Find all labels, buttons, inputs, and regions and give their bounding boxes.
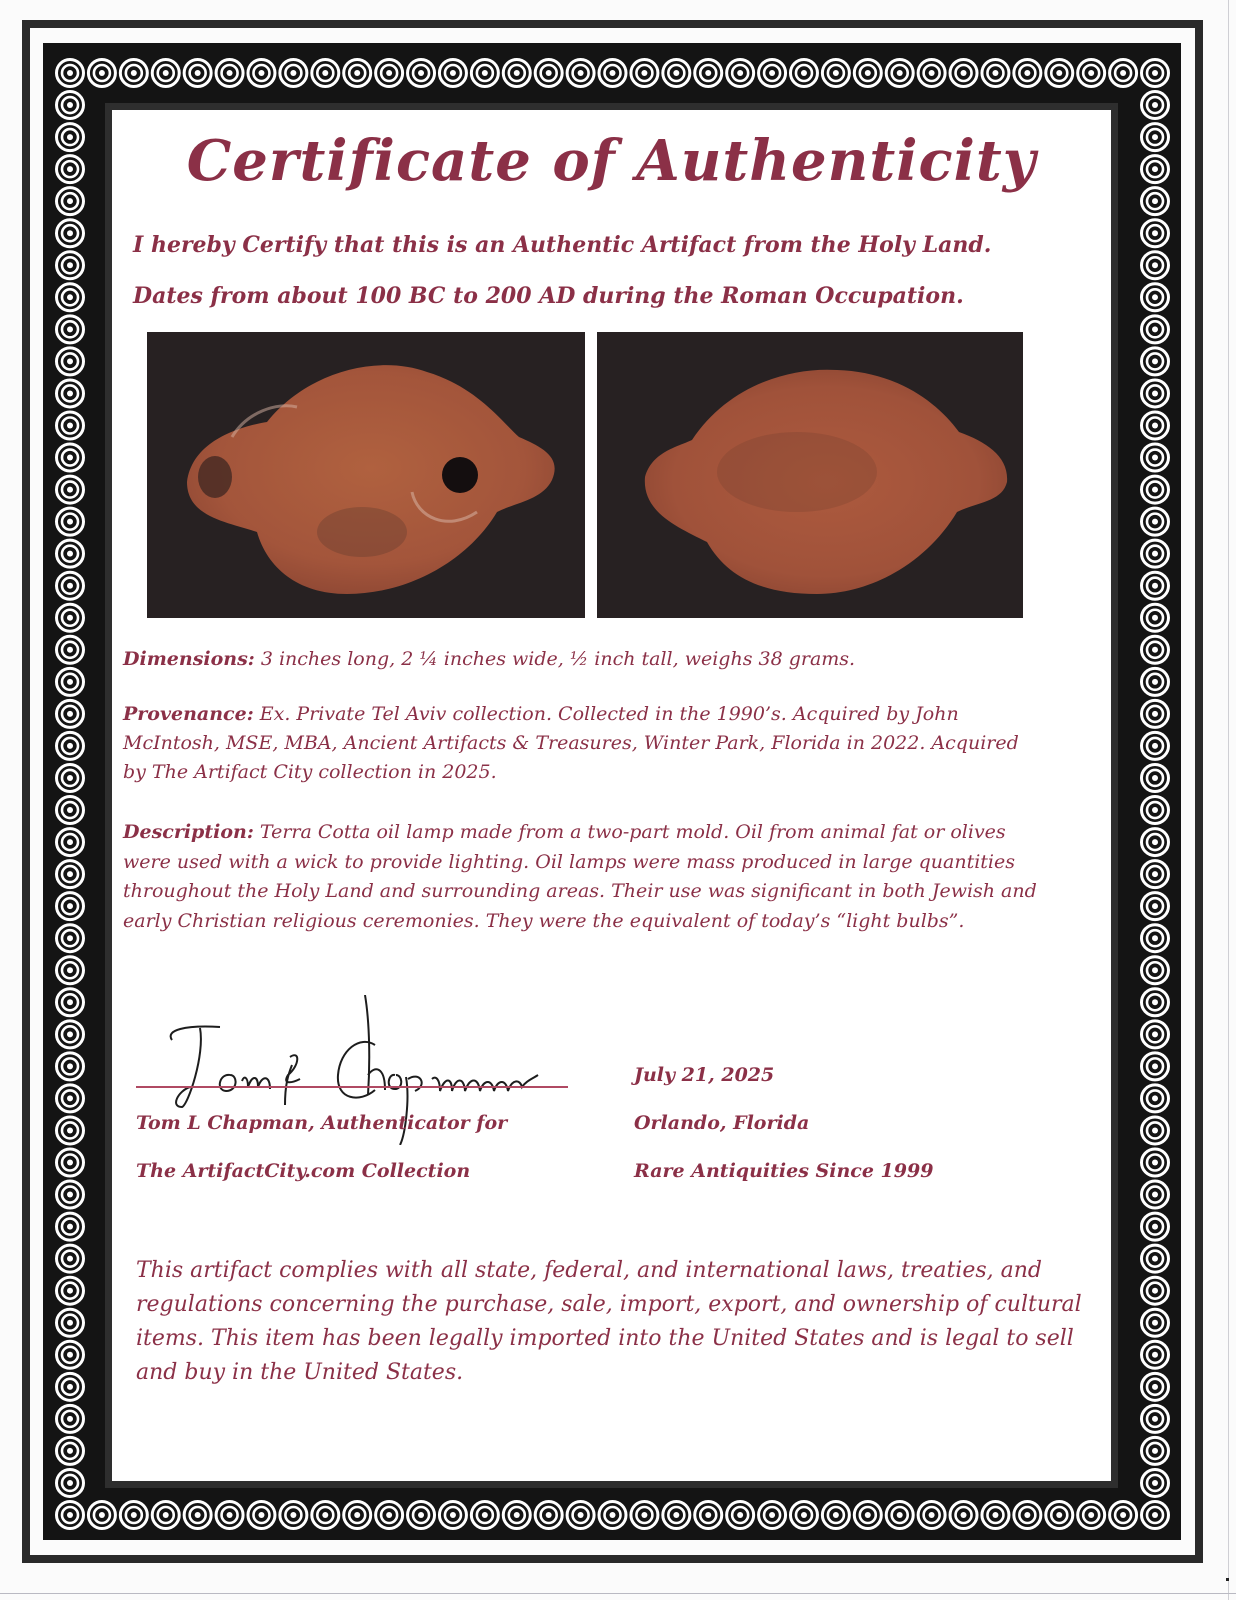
date-range-statement: Dates from about 100 BC to 200 AD during the Roman Occupation. [133, 283, 964, 309]
artifact-photo-bottom [597, 332, 1023, 618]
collection-name: The ArtifactCity.com Collection [136, 1160, 471, 1182]
dimensions-label: Dimensions: [123, 648, 255, 670]
provenance-section [123, 700, 1028, 787]
certify-statement: I hereby Certify that this is an Authentic Artifact from the Holy Land. [133, 232, 992, 258]
dimensions-value: 3 inches long, 2 ¼ inches wide, ½ inch tall, weighs 38 grams. [254, 648, 856, 670]
certificate-title: Certificate of Authenticity [186, 128, 1037, 194]
legal-compliance-statement: This artifact complies with all state, federal, and international laws, treaties, and regulations concerning the purchase, sale, import, export, and ownership of cultural items. This item has been legally imported into the United States and is legal to sell and buy in the United States. [136, 1258, 1082, 1385]
authenticator-name: Tom L Chapman, Authenticator for [136, 1112, 508, 1134]
oil-lamp-top-icon [147, 332, 585, 618]
provenance-label: Provenance: [123, 703, 254, 725]
description-section [123, 818, 1043, 936]
artifact-photo-top [147, 332, 585, 618]
dimensions-section [123, 645, 1053, 674]
description-label: Description: [123, 821, 254, 843]
signature-line [136, 1086, 568, 1088]
company-tagline: Rare Antiquities Since 1999 [634, 1160, 934, 1182]
provenance-value: Ex. Private Tel Aviv collection. Collected in the 1990’s. Acquired by John McIntosh, MSE, MBA, Ancient Artifacts & Treasures, Winter Park, Florida in 2022. Acquired by The Artifact City collection in 2025. [123, 703, 1019, 783]
certificate-location: Orlando, Florida [634, 1112, 810, 1134]
description-value: Terra Cotta oil lamp made from a two-part mold. Oil from animal fat or olives were used with a wick to provide lighting. Oil lamps were mass produced in large quantities throughout the Holy Land and surrounding areas. Their use was significant in both Jewish and early Christian religious ceremonies. They were the equivalent of today’s “light bulbs”. [123, 821, 1037, 932]
oil-lamp-bottom-icon [597, 332, 1023, 618]
certificate-date: July 21, 2025 [634, 1064, 775, 1086]
